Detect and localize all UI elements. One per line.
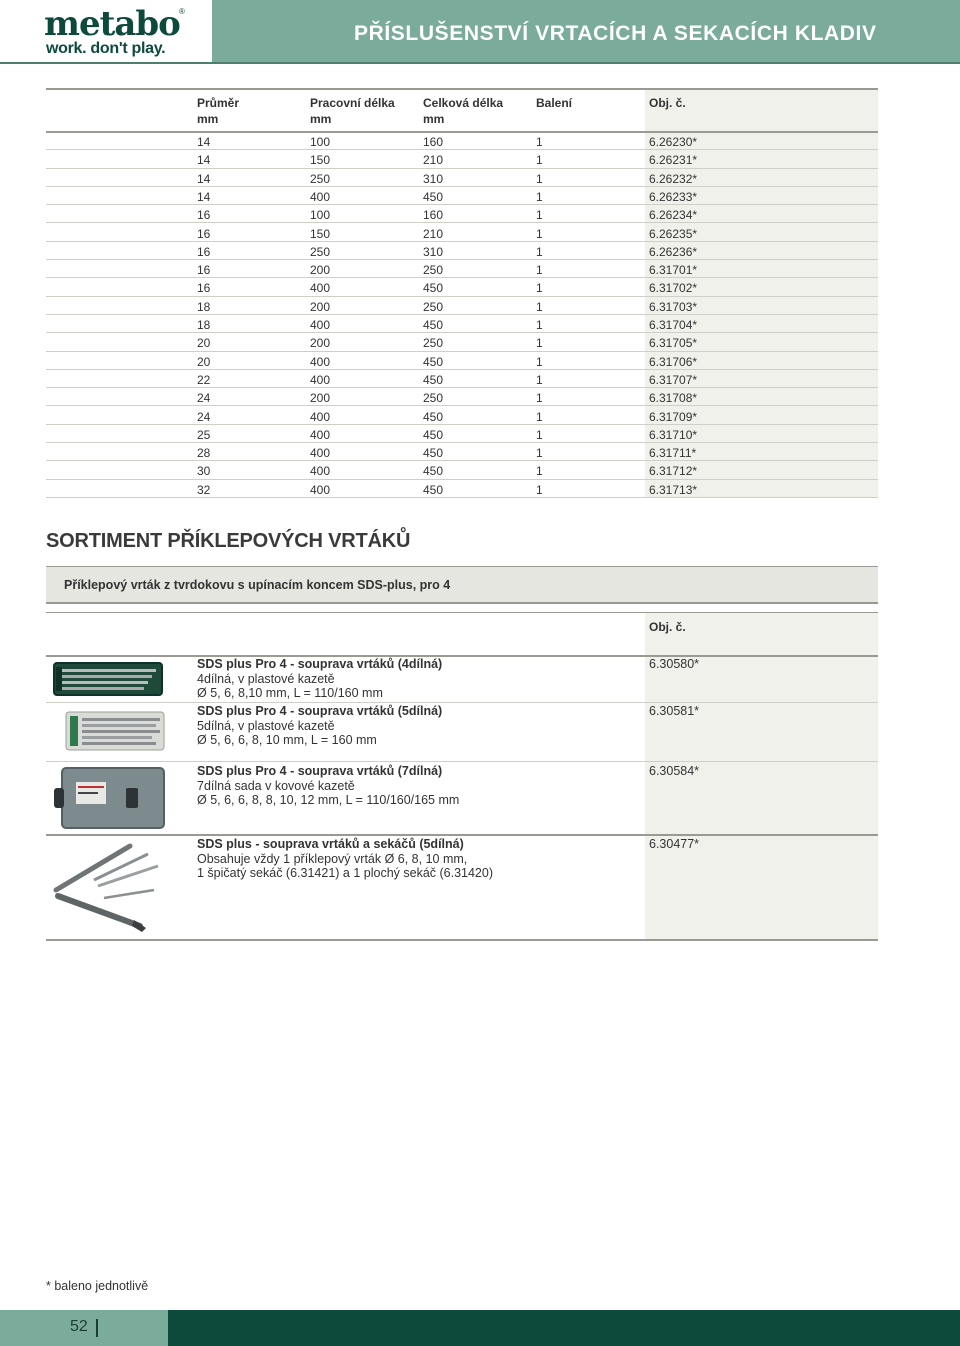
table-cell: 16 <box>197 263 211 278</box>
table-cell: 6.26236* <box>649 244 698 259</box>
table-row <box>46 480 878 498</box>
table-row <box>46 132 878 150</box>
table-cell: 400 <box>310 372 331 387</box>
table-row <box>46 352 878 370</box>
table-cell: 20 <box>197 336 211 351</box>
table-cell: 18 <box>197 318 211 332</box>
table-cell: 250 <box>423 336 444 351</box>
table-row <box>46 260 878 278</box>
table-cell: 6.26231* <box>649 153 698 168</box>
column-header-order-number: Obj. č. <box>649 96 686 110</box>
section-title: SORTIMENT PŘÍKLEPOVÝCH VRTÁKŮ <box>46 530 411 552</box>
table-row <box>46 187 878 205</box>
table-cell: 250 <box>423 391 444 406</box>
table-cell: 450 <box>423 318 444 332</box>
table-cell: 6.31711* <box>649 446 697 461</box>
product-description: SDS plus Pro 4 - souprava vrtáků (7dílná) 7dílná sada v kovové kazetě Ø 5, 6, 6, 8, 8, 10, 12 mm, L = 110/160/165 mm <box>197 764 460 808</box>
product-name: SDS plus Pro 4 - souprava vrtáků (5dílná) <box>197 704 443 718</box>
page-number: 52 <box>70 1318 88 1335</box>
product-separator <box>46 761 878 762</box>
table-cell: 32 <box>197 482 211 497</box>
table-cell: 400 <box>310 354 331 369</box>
table-cell: 400 <box>310 318 331 332</box>
product-order-number: 6.30581* <box>649 704 700 718</box>
table-cell: 30 <box>197 464 211 479</box>
table-cell: 100 <box>310 208 331 223</box>
table-cell: 1 <box>536 354 543 369</box>
product-description: SDS plus Pro 4 - souprava vrtáků (4dílná) 4dílná, v plastové kazetě Ø 5, 6, 8,10 mm, L = 110/160 mm <box>197 657 443 701</box>
table-cell: 1 <box>536 135 543 149</box>
footer-right-band <box>168 1310 960 1346</box>
table-cell: 400 <box>310 427 331 442</box>
table-cell: 450 <box>423 464 444 479</box>
product-order-number: 6.30584* <box>649 764 700 778</box>
table-cell: 22 <box>197 372 211 387</box>
table-cell: 400 <box>310 446 331 461</box>
table-cell: 6.26235* <box>649 226 698 241</box>
table-cell: 400 <box>310 464 331 479</box>
table-cell: 1 <box>536 281 543 296</box>
table-cell: 1 <box>536 226 543 241</box>
table-cell: 1 <box>536 372 543 387</box>
table-cell: 450 <box>423 409 444 424</box>
table-cell: 1 <box>536 171 543 186</box>
table-row <box>46 150 878 168</box>
table-cell: 16 <box>197 208 211 223</box>
table-cell: 6.31708* <box>649 391 698 406</box>
logo-tagline: work. don't play. <box>46 40 166 57</box>
table-cell: 6.31701* <box>649 263 698 278</box>
table-cell: 200 <box>310 336 331 351</box>
table-cell: 1 <box>536 446 543 461</box>
table-cell: 6.31706* <box>649 354 698 369</box>
product-separator <box>46 834 878 836</box>
table-row <box>46 297 878 315</box>
table-row <box>46 407 878 425</box>
table-cell: 6.26232* <box>649 171 698 186</box>
table-cell: 150 <box>310 226 331 241</box>
table-cell: 450 <box>423 354 444 369</box>
product-separator <box>46 702 878 703</box>
table-cell: 400 <box>310 281 331 296</box>
table-cell: 25 <box>197 427 211 442</box>
table-cell: 6.26230* <box>649 135 698 149</box>
table-cell: 200 <box>310 391 331 406</box>
product-order-number: 6.30477* <box>649 837 700 851</box>
table-cell: 1 <box>536 464 543 479</box>
table-row <box>46 388 878 406</box>
table-row <box>46 425 878 443</box>
table-cell: 6.31705* <box>649 336 698 351</box>
table-cell: 250 <box>423 299 444 314</box>
table-cell: 14 <box>197 171 211 186</box>
product-description: SDS plus Pro 4 - souprava vrtáků (5dílná) 5dílná, v plastové kazetě Ø 5, 6, 6, 8, 10 mm, L = 160 mm <box>197 704 443 748</box>
table-cell: 150 <box>310 153 331 168</box>
table-cell: 14 <box>197 189 211 204</box>
table-top-rule <box>46 88 878 90</box>
column-header-working-length: Pracovní délka mm <box>310 96 395 126</box>
table-cell: 250 <box>310 244 331 259</box>
table-cell: 450 <box>423 427 444 442</box>
table-cell: 6.31709* <box>649 409 698 424</box>
table-cell: 1 <box>536 263 543 278</box>
table-cell: 14 <box>197 135 211 149</box>
table-cell: 250 <box>310 171 331 186</box>
table-cell: 1 <box>536 391 543 406</box>
registered-mark: ® <box>179 7 185 16</box>
table-cell: 28 <box>197 446 211 461</box>
drill-set-plastic-case-icon <box>64 708 166 754</box>
table-cell: 450 <box>423 372 444 387</box>
table-cell: 100 <box>310 135 331 149</box>
drill-set-plastic-case-icon <box>52 661 164 697</box>
metal-case-icon <box>52 766 166 830</box>
product-table-header-rule <box>46 655 878 657</box>
logo-wordmark: metabo <box>44 4 180 44</box>
table-cell: 16 <box>197 244 211 259</box>
table-cell: 16 <box>197 226 211 241</box>
column-header-total-length: Celková délka mm <box>423 96 504 126</box>
table-row <box>46 169 878 187</box>
table-row <box>46 224 878 242</box>
table-row <box>46 315 878 333</box>
table-cell: 18 <box>197 299 211 314</box>
table-cell: 200 <box>310 299 331 314</box>
table-cell: 1 <box>536 244 543 259</box>
table-cell: 6.26233* <box>649 189 698 204</box>
banner-text: Příklepový vrták z tvrdokovu s upínacím koncem SDS-plus, pro 4 <box>64 578 451 592</box>
table-row <box>46 333 878 351</box>
page-number-divider <box>96 1319 98 1337</box>
column-header-diameter: Průměr mm <box>197 96 240 126</box>
drills-and-chisels-icon <box>50 840 166 936</box>
table-cell: 450 <box>423 482 444 497</box>
product-table-top-rule <box>46 612 878 613</box>
product-table-bottom-rule <box>46 939 878 941</box>
table-cell: 1 <box>536 299 543 314</box>
table-cell: 1 <box>536 208 543 223</box>
table-cell: 210 <box>423 226 444 241</box>
product-order-number: 6.30580* <box>649 657 700 671</box>
table-cell: 6.31710* <box>649 427 698 442</box>
table-row <box>46 205 878 223</box>
table-cell: 210 <box>423 153 444 168</box>
table-cell: 16 <box>197 281 211 296</box>
product-name: SDS plus Pro 4 - souprava vrtáků (4dílná) <box>197 657 443 671</box>
table-cell: 160 <box>423 135 444 149</box>
table-cell: 6.26234* <box>649 208 698 223</box>
table-cell: 160 <box>423 208 444 223</box>
table-cell: 310 <box>423 171 444 186</box>
table-cell: 1 <box>536 153 543 168</box>
table-cell: 6.31704* <box>649 318 698 332</box>
product-description: SDS plus - souprava vrtáků a sekáčů (5dílná) Obsahuje vždy 1 příklepový vrták Ø 6, 8, 10 mm, 1 špičatý sekáč (6.31421) a 1 plochý sekáč (6.31420) <box>197 837 494 881</box>
table-cell: 6.31702* <box>649 281 698 296</box>
table-cell: 400 <box>310 482 331 497</box>
table-row <box>46 242 878 260</box>
page-title: PŘÍSLUŠENSTVÍ VRTACÍCH A SEKACÍCH KLADIV <box>354 22 877 45</box>
table-cell: 1 <box>536 189 543 204</box>
table-cell: 1 <box>536 318 543 332</box>
table-cell: 200 <box>310 263 331 278</box>
table-cell: 250 <box>423 263 444 278</box>
table-cell: 1 <box>536 427 543 442</box>
table-row <box>46 443 878 461</box>
table-cell: 14 <box>197 153 211 168</box>
table-cell: 450 <box>423 446 444 461</box>
table-cell: 1 <box>536 336 543 351</box>
table-cell: 6.31707* <box>649 372 698 387</box>
table-cell: 400 <box>310 409 331 424</box>
product-name: SDS plus Pro 4 - souprava vrtáků (7dílná) <box>197 764 443 778</box>
table-cell: 1 <box>536 482 543 497</box>
table-cell: 20 <box>197 354 211 369</box>
table-row <box>46 461 878 479</box>
product-name: SDS plus - souprava vrtáků a sekáčů (5dílná) <box>197 837 464 851</box>
table-cell: 450 <box>423 189 444 204</box>
table-cell: 6.31713* <box>649 482 698 497</box>
table-row <box>46 278 878 296</box>
footnote: * baleno jednotlivě <box>46 1279 149 1293</box>
table-cell: 1 <box>536 409 543 424</box>
table-cell: 6.31712* <box>649 464 698 479</box>
logo <box>0 0 210 62</box>
header-divider <box>0 62 960 64</box>
table-row <box>46 370 878 388</box>
table-cell: 400 <box>310 189 331 204</box>
table-cell: 450 <box>423 281 444 296</box>
table-cell: 310 <box>423 244 444 259</box>
table-cell: 24 <box>197 391 211 406</box>
column-header-package: Balení <box>536 96 573 110</box>
table-cell: 6.31703* <box>649 299 698 314</box>
order-number-header: Obj. č. <box>649 620 686 634</box>
product-banner <box>46 566 878 604</box>
table-cell: 24 <box>197 409 211 424</box>
